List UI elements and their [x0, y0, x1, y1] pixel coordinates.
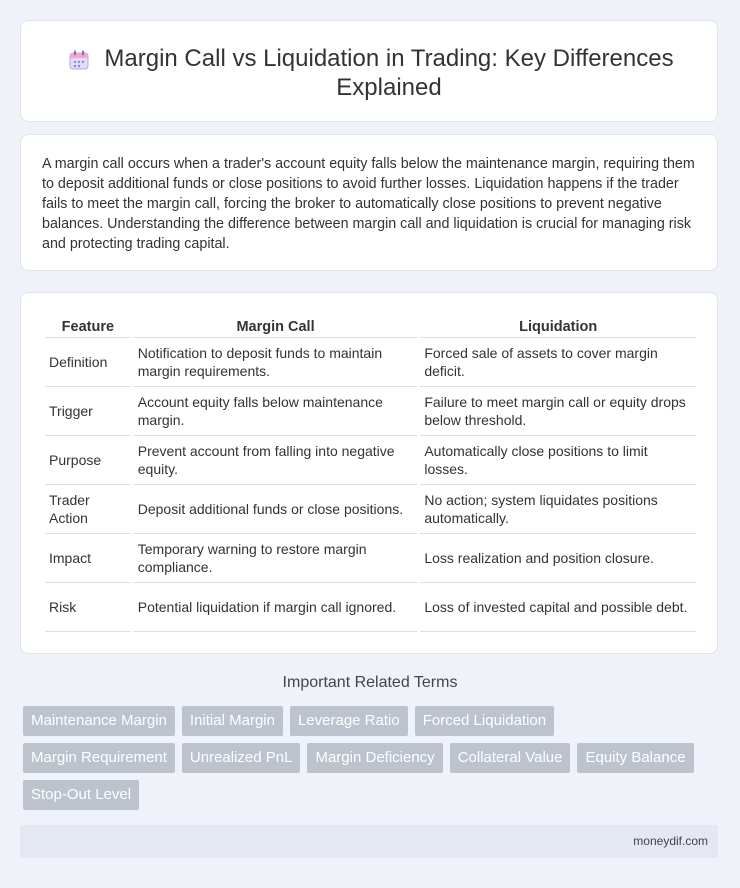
term-tag[interactable]: Leverage Ratio — [290, 706, 408, 736]
header-feature: Feature — [45, 315, 131, 338]
liquidation-cell: Failure to meet margin call or equity drops below threshold. — [420, 387, 696, 436]
liquidation-cell: Loss of invested capital and possible debt. — [420, 583, 696, 632]
term-tag[interactable]: Collateral Value — [450, 743, 571, 773]
margin-call-cell: Temporary warning to restore margin compliance. — [134, 534, 418, 583]
term-tag[interactable]: Stop-Out Level — [23, 780, 139, 810]
margin-call-cell: Deposit additional funds or close positions. — [134, 485, 418, 534]
liquidation-cell: Forced sale of assets to cover margin deficit. — [420, 338, 696, 387]
margin-call-cell: Notification to deposit funds to maintain margin requirements. — [134, 338, 418, 387]
header-liquidation: Liquidation — [420, 315, 696, 338]
table-row — [45, 485, 696, 534]
table-row — [45, 338, 696, 387]
term-tag[interactable]: Margin Requirement — [23, 743, 175, 773]
liquidation-cell: Loss realization and position closure. — [420, 534, 696, 583]
feature-cell: Trigger — [45, 387, 131, 436]
liquidation-cell: Automatically close positions to limit losses. — [420, 436, 696, 485]
header-margin-call: Margin Call — [134, 315, 418, 338]
table-row — [45, 436, 696, 485]
margin-call-cell: Potential liquidation if margin call ignored. — [134, 583, 418, 632]
title-card — [20, 20, 718, 122]
table-row — [45, 534, 696, 583]
liquidation-cell: No action; system liquidates positions automatically. — [420, 485, 696, 534]
term-tag[interactable]: Equity Balance — [577, 743, 693, 773]
feature-cell: Impact — [45, 534, 131, 583]
comparison-table — [42, 315, 699, 632]
feature-cell: Risk — [45, 583, 131, 632]
table-row — [45, 387, 696, 436]
feature-cell: Trader Action — [45, 485, 131, 534]
comparison-card — [20, 292, 718, 654]
feature-cell: Purpose — [45, 436, 131, 485]
related-terms-heading: Important Related Terms — [282, 674, 458, 691]
term-tag[interactable]: Forced Liquidation — [415, 706, 554, 736]
footer-source[interactable]: moneydif.com — [633, 834, 708, 848]
term-tag[interactable]: Margin Deficiency — [307, 743, 442, 773]
term-tag[interactable]: Unrealized PnL — [182, 743, 301, 773]
intro-card — [20, 134, 718, 271]
table-header-row — [45, 315, 696, 338]
intro-paragraph: A margin call occurs when a trader's account equity falls below the maintenance margin, requiring them to deposit additional funds or close positions to avoid further losses. Liquidation happens if the trader fails to meet the margin call, forcing the broker to automatically close positions to prevent negative balances. Understanding the difference between margin call and liquidation is crucial for managing risk and protecting trading capital. — [42, 156, 695, 252]
table-row — [45, 583, 696, 632]
related-terms-list — [23, 706, 703, 810]
margin-call-cell: Prevent account from falling into negative equity. — [134, 436, 418, 485]
feature-cell: Definition — [45, 338, 131, 387]
term-tag[interactable]: Maintenance Margin — [23, 706, 175, 736]
footer-bar — [20, 825, 718, 858]
page-title: Margin Call vs Liquidation in Trading: Key Differences Explained — [104, 45, 674, 101]
term-tag[interactable]: Initial Margin — [182, 706, 283, 736]
margin-call-cell: Account equity falls below maintenance margin. — [134, 387, 418, 436]
